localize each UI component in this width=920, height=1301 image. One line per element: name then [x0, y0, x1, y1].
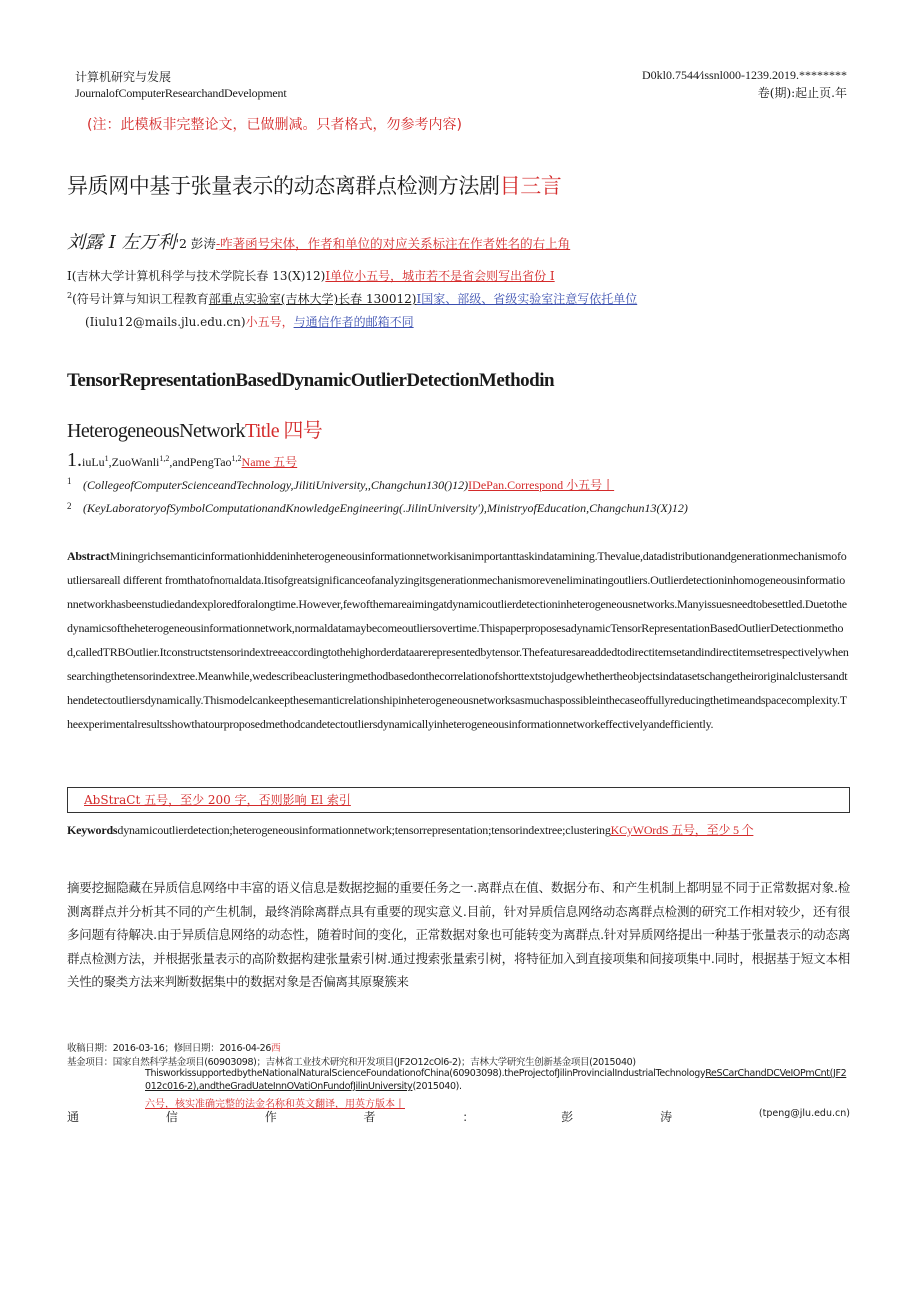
en-title-line2	[67, 414, 322, 443]
en-affiliation-1-text: (CollegeofComputerScienceandTechnology,JilitiUniversity,,Changchun130()12)	[83, 478, 469, 492]
doi: D0kl0.7544∕issnl000-1239.2019.********	[641, 68, 847, 82]
en-authors-lead: 1.	[67, 449, 82, 471]
affiliation-2-pre: (符号计算与知识工程教育	[72, 292, 209, 306]
keywords	[67, 818, 850, 843]
fund-en-line1	[145, 1068, 846, 1079]
fund-note: 六号，核实准确完整的法金名称和英文翻译，用英方版本丨	[145, 1099, 405, 1110]
fund-cn: 基金项目：国家自然科学基金项目(60903098)；吉林省工业技术研究和开发项目(JF2O12cOl6-2)；吉林大学研究生创新基金项目(2015040)	[67, 1057, 636, 1068]
en-author-3-sup: 1,2	[231, 454, 242, 463]
fund-en-line1-text: ThisworkissupportedbytheNationalNaturalScienceFoundationofChina(60903098).theProjectofJilinProvincialIndustrialTechnology	[145, 1068, 706, 1079]
cn-title-note: 目三言	[499, 174, 562, 198]
en-affiliation-1-note: IDePan.Correspond 小五号丨	[468, 478, 615, 492]
en-title-note: Title 四号	[244, 420, 323, 442]
affiliation-email	[85, 313, 414, 330]
fund-en-line1-tail: ReSCarChandDCVeIOPmCnt(JF2	[705, 1068, 847, 1079]
en-author-2-sup: 1,2	[159, 454, 170, 463]
template-note: (注：此模板非完整论文，已做删减。只者格式，勿参考内容)	[87, 117, 462, 133]
en-affiliation-2-text: (KeyLaboratoryofSymbolComputationandKnowledgeEngineering(.JilinUniversity'),MinistryofEducation,Changchun13(X)12)	[83, 501, 688, 515]
corr-char: 者	[363, 1110, 376, 1124]
cn-authors	[67, 228, 570, 254]
keywords-label: Keywords	[67, 823, 118, 837]
cn-title-text: 异质网中基于张量表示的动态离群点检测方法剧	[67, 174, 500, 198]
affiliation-2	[67, 290, 637, 307]
affiliation-2-sup: 2	[67, 291, 73, 300]
journal-name-cn: 计算机研究与发展	[75, 70, 172, 84]
en-author-2: ,ZuoWanli	[108, 455, 160, 469]
corr-char: 彭	[561, 1110, 574, 1124]
cn-abstract: 摘要挖掘隐藏在异质信息网络中丰富的语义信息是数据挖掘的重要任务之一.离群点在值、数据分布、和产生机制上都明显不同于正常数据对象.检测离群点并分析其不同的产生机制，最终消除离群点具有重要的现实意义.目前，针对异质信息网络动态离群点检测的研究工作相对较少，还有很多问题有待解决.由于异质信息网络的动态性，随着时间的变化，正常数据对象也可能转变为离群点.针对异质网络提出一种基于张量表示的动态离群点检测方法，并根据张量表示的高阶数据构建张量索引树.通过搜索张量索引树，将特征加入到直接项集和间接项集中.同时，根据基于短文本相关性的聚类方法来判断数据集中的数据对象是否偏离其原聚簇来	[67, 880, 850, 989]
affiliation-email-note2: 与通信作者的邮箱不同	[293, 315, 414, 329]
en-authors	[67, 449, 297, 472]
corresponding-author	[67, 1108, 850, 1125]
keywords-text: dynamicoutlierdetection;heterogeneousinformationnetwork;tensorrepresentation;tensorindextree;clustering	[117, 823, 611, 837]
fund-en-line2-head: 012c016-2),andtheGradUateInnOVatiOnFundofJilinUniversity	[145, 1081, 413, 1092]
keywords-note: KCyWOrdS 五号，至少 5 个	[610, 823, 754, 837]
issue-info: 卷(期):起止页.年	[757, 86, 847, 100]
affiliation-email-note: 小五号，	[245, 315, 294, 329]
en-affiliation-1-num: 1	[67, 476, 72, 486]
received-note: 西	[271, 1043, 281, 1054]
affiliation-1	[67, 267, 555, 284]
cn-title	[67, 170, 561, 200]
en-title-line2-text: HeterogeneousNetwork	[67, 420, 245, 442]
corr-char: ：	[462, 1110, 475, 1124]
affiliation-2-note: I国家、部级、省级实验室注意写依托单位	[416, 292, 638, 306]
en-authors-note: Name 五号	[241, 455, 298, 469]
corr-char: 通	[67, 1110, 80, 1124]
en-affiliation-1	[67, 476, 614, 493]
corr-char: 涛	[660, 1110, 673, 1124]
en-affiliation-2	[67, 501, 688, 516]
corr-email: (tpeng@jlu.edu.cn)	[758, 1108, 850, 1119]
abstract-note: AbStraCt 五号，至少 200 字，否则影响 El 索引	[84, 793, 351, 807]
en-title-line1: TensorRepresentationBasedDynamicOutlierDetectionMethodin	[67, 370, 555, 391]
en-author-1: iuLu	[82, 455, 105, 469]
affiliation-1-note: I单位小五号，城市若不是省会则写出省份 I	[325, 269, 555, 283]
en-author-3: ,andPengTao	[169, 455, 232, 469]
fund-en-line2	[145, 1081, 462, 1092]
en-author-1-sup: 1	[104, 454, 109, 463]
corr-char: 信	[165, 1110, 178, 1124]
abstract	[67, 544, 850, 736]
affiliation-1-text: I(吉林大学计算机科学与技术学院长春 13(X)12)	[67, 269, 326, 283]
abstract-text: Miningrichsemanticinformationhiddeninheterogeneousinformationnetworkisanimportanttaskindatamining.Thevalue,datadistributionandgenerationmechanismofoutliersareall different fromthatofnoπιaldata.Itisofgreatsignificanceofanalyzingitsgenerationmechanismoreveneliminatingoutliers.Outlierdetectioninhomogeneousinformationnetworkhasbeenstudiedandexploredforalongtime.However,fewofthemareaimingatdynamicoutlierdetectioninheterogeneousnetworks.Manyissuesneedtobesettled.Duetothedynamicsoftheheterogeneousinformationnetwork,normaldatamaybecomeoutliersovertime.ThispaperproposesadynamicTensorRepresentationBasedOutlierDetectionmethod,calledTRBOutlier.Itconstructstensorindextreeaccordingtothehighorderdataarerepresentedbytensor.Thefeaturesareaddedtodirectitemsetandindirectitemsetrespectivelywhensearchingthetensorindextree.Meanwhile,wedescribeaclusteringmethodbasedonthecorrelationofshorttextstojudgewhethertheobjectsindatasetschangetheiroriginalclustersandthendetectoutliersdynamically.Thismodelcankeepthesemanticrelationshipinheterogeneousnetworksasmuchaspossibleinthecaseoffullyreducingthetimeandspacecomplexity.Theexperimentalresultsshowthatourproposedmethodcandetectoutliersdynamicallyinheterogeneousinformationnetworkeffectivelyandefficiently.	[67, 549, 849, 731]
journal-name-en: JournalofComputerResearchandDevelopment	[75, 86, 287, 100]
corr-char: 作	[264, 1110, 277, 1124]
affiliation-email-text: (Iiulu12@mails.jlu.edu.cn)	[85, 315, 246, 329]
fund-en-line2-tail: (2015040).	[412, 1081, 462, 1092]
cn-author-note: -咋著函号宋体，作者和单位的对应关系标注在作者姓名的右上角	[215, 236, 571, 251]
abstract-label: Abstract	[67, 549, 110, 563]
cn-author-rest: '2 彭涛	[175, 236, 216, 251]
received-dates	[67, 1040, 280, 1054]
received-dates-text: 收稿日期：2016-03-16；修回日期：2016-04-26	[67, 1043, 272, 1054]
en-affiliation-2-num: 2	[67, 501, 72, 511]
cn-author-names: 刘露 I 左万利	[67, 232, 176, 253]
affiliation-2-under: 部重点实验室(吉林大学)长春 130012)	[208, 292, 417, 306]
